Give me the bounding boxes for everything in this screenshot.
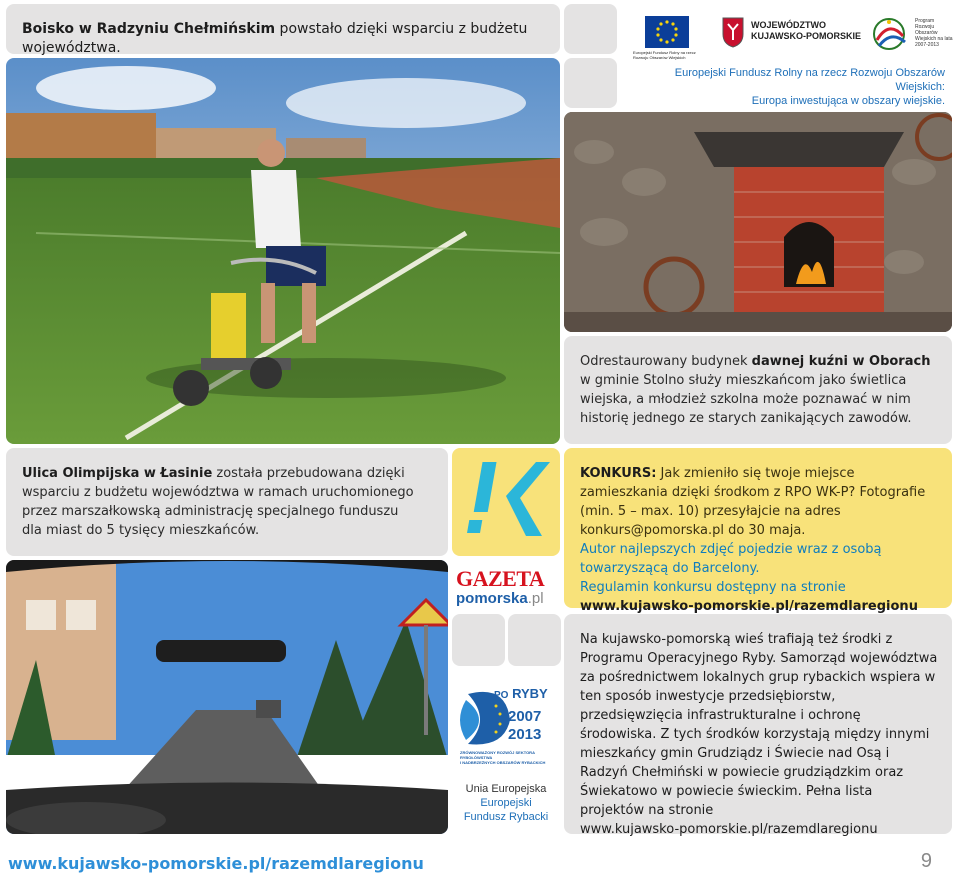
prow-label: Program Rozwoju Obszarów Wiejskich na lata 2007-2013: [915, 18, 953, 48]
konkurs-title: KONKURS:: [580, 466, 657, 481]
ryby-caption1: ZRÓWNOWAŻONY ROZWÓJ SEKTORA RYBOŁÓWSTWA: [460, 750, 535, 760]
footer-url[interactable]: www.kujawsko-pomorskie.pl/razemdlaregionu: [8, 854, 424, 873]
fund-line2: Europa inwestująca w obszary wiejskie.: [751, 95, 945, 107]
eu-flag-icon: [645, 16, 689, 48]
region-line1: WOJEWÓDZTWO: [751, 20, 826, 30]
ryby-caption2: I NADBRZEŻNYCH OBSZARÓW RYBACKICH: [460, 760, 546, 765]
konkurs-url[interactable]: www.kujawsko-pomorskie.pl/razemdlaregionu: [580, 599, 918, 614]
pitch-illustration: [6, 58, 560, 444]
photo-forge: [564, 112, 952, 332]
ryby-text: RYBY: [512, 686, 548, 701]
gazeta-line1: GAZETA: [456, 566, 545, 591]
eu-line2: Europejski: [480, 797, 532, 809]
region-name: [751, 20, 861, 42]
konkurs-l3: Regulamin konkursu dostępny na stronie: [580, 580, 846, 595]
gazeta-line2: pomorska: [456, 590, 528, 607]
gazeta-suffix: .pl: [527, 590, 544, 607]
konkurs-l2: Autor najlepszych zdjęć pojedzie wraz z osobą towarzyszącą do Barcelony.: [580, 542, 882, 576]
photo-street: [6, 560, 448, 834]
kuznia-text: [580, 352, 940, 428]
logos-area: [625, 4, 955, 107]
square-tile: [452, 614, 505, 666]
eu-line3: Fundusz Rybacki: [463, 811, 549, 823]
konkurs-l1: Jak zmieniło się twoje miejsce zamieszkania dzięki środkom z RPO WK-P? Fotografie (min. 5 – max. 10) przesyłajcie na adres konkurs@pomorska.pl do 30 maja.: [580, 466, 926, 538]
kuznia-tile: [564, 336, 952, 444]
kuznia-p1: Odrestaurowany budynek: [580, 354, 752, 369]
region-crest-icon: [721, 16, 745, 48]
forge-illustration: [564, 112, 952, 332]
po-text: PO: [494, 690, 509, 701]
page-title: [22, 20, 560, 58]
eu-line1: Unia Europejska: [465, 783, 547, 795]
eu-caption: Europejski Fundusz Rolny na rzecz Rozwoju Obszarów Wiejskich: [633, 50, 696, 60]
po-ryby-logo: [456, 680, 560, 790]
eu-fund-caption: [452, 782, 560, 824]
square-tile: [564, 58, 617, 108]
fund-line1: Europejski Fundusz Rolny na rzecz Rozwoju Obszarów Wiejskich:: [674, 67, 945, 93]
gazeta-logo: [456, 568, 560, 607]
rybacki-tile: [564, 614, 952, 837]
kuznia-bold: dawnej kuźni w Oborach: [751, 354, 931, 369]
square-tile: [564, 4, 617, 54]
rybacki-url[interactable]: www.kujawsko-pomorskie.pl/razemdlaregionu: [580, 822, 878, 837]
lasin-tile: [6, 448, 448, 556]
title-bold: Boisko w Radzyniu Chełmińskim: [22, 21, 276, 37]
year1: 2007: [508, 708, 542, 725]
lasin-bold: Ulica Olimpijska w Łasinie: [22, 466, 213, 481]
year2: 2013: [508, 726, 542, 743]
lasin-text: [22, 464, 422, 540]
street-illustration: [6, 560, 448, 834]
gazeta-k-tile: [452, 448, 560, 556]
page-number: 9: [920, 850, 932, 872]
po-label: [494, 686, 548, 701]
kuznia-p2: w gminie Stolno służy mieszkańcom jako świetlica wiejska, a młodzież szkolna może poznawać w nim historię jednego ze starych zanikających zawodów.: [580, 373, 912, 426]
k-logo-icon: [452, 448, 560, 556]
rybacki-body: Na kujawsko-pomorską wieś trafiają też środki z Programu Operacyjnego Ryby. Samorząd województwa za pośrednictwem lokalnych grup rybackich wspiera w ten sposób inwestycje przedsiębiorstw, przedsięwzięcia infrastrukturalne i ochronę środowiska. Z tych środków korzystają między innymi mieszkańcy gmin Grudziądz i Świecie nad Osą i Radzyń Chełmiński w powiecie grudziądzkim oraz Świekatowo w powiecie świeckim. Pełna lista projektów na stronie: [580, 632, 938, 818]
prow-logo-icon: [871, 14, 915, 52]
square-tile: [508, 614, 561, 666]
konkurs-text: [580, 464, 940, 616]
photo-football-pitch: [6, 58, 560, 444]
title-rest: powstało dzięki wsparciu z budżetu województwa.: [22, 21, 528, 56]
rybacki-text: [580, 630, 940, 839]
header-tile: [6, 4, 560, 54]
region-line2: KUJAWSKO-POMORSKIE: [751, 31, 862, 41]
ryby-caption: [460, 750, 560, 765]
konkurs-tile: [564, 448, 952, 614]
lasin-rest: została przebudowana dzięki wsparciu z budżetu województwa w ramach uruchomionego przez marszałkowską administrację specjalnego funduszu dla miast do 5 tysięcy mieszkańców.: [22, 466, 414, 538]
fund-caption: [625, 66, 945, 108]
